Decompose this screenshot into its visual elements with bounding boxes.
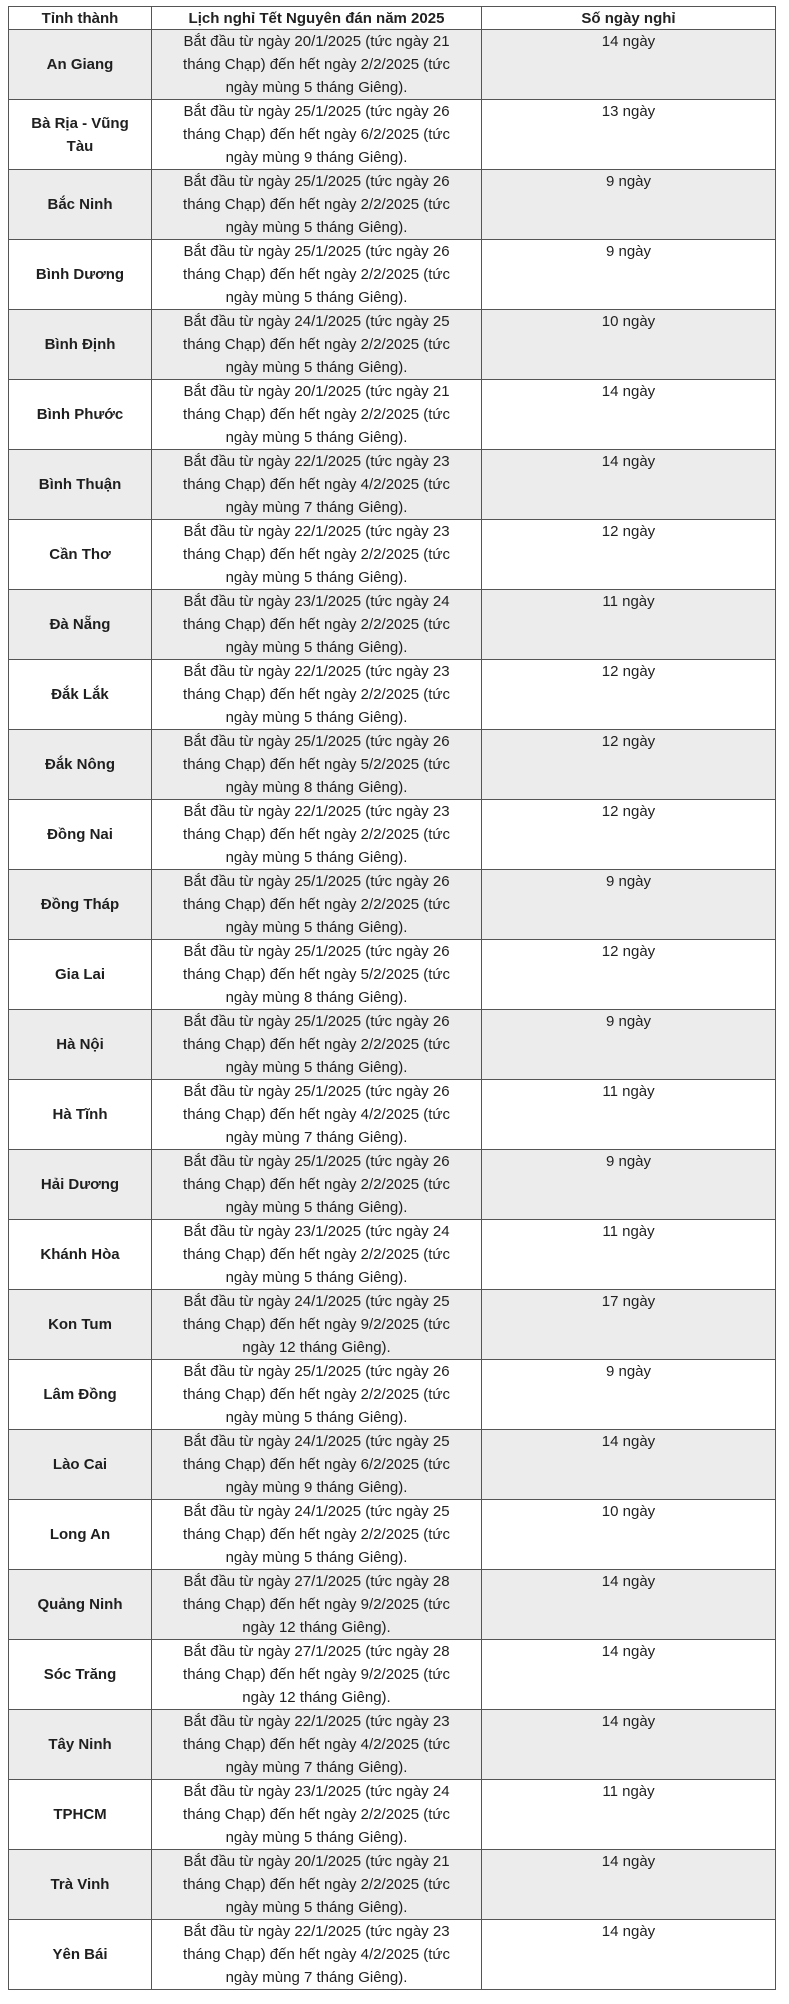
days-cell: 14 ngày xyxy=(482,1850,776,1920)
days-cell: 11 ngày xyxy=(482,1780,776,1850)
province-cell: An Giang xyxy=(9,30,152,100)
table-row xyxy=(9,1570,776,1640)
schedule-cell: Bắt đầu từ ngày 20/1/2025 (tức ngày 21 tháng Chạp) đến hết ngày 2/2/2025 (tức ngày mùng 5 tháng Giêng). xyxy=(152,1850,482,1920)
schedule-cell: Bắt đầu từ ngày 25/1/2025 (tức ngày 26 tháng Chạp) đến hết ngày 5/2/2025 (tức ngày mùng 8 tháng Giêng). xyxy=(152,730,482,800)
schedule-cell: Bắt đầu từ ngày 22/1/2025 (tức ngày 23 tháng Chạp) đến hết ngày 4/2/2025 (tức ngày mùng 7 tháng Giêng). xyxy=(152,1920,482,1990)
province-cell: Quảng Ninh xyxy=(9,1570,152,1640)
schedule-cell: Bắt đầu từ ngày 25/1/2025 (tức ngày 26 tháng Chạp) đến hết ngày 2/2/2025 (tức ngày mùng 5 tháng Giêng). xyxy=(152,240,482,310)
table-row xyxy=(9,1780,776,1850)
province-cell: TPHCM xyxy=(9,1780,152,1850)
province-cell: Hà Tĩnh xyxy=(9,1080,152,1150)
days-cell: 10 ngày xyxy=(482,310,776,380)
days-cell: 14 ngày xyxy=(482,30,776,100)
days-cell: 13 ngày xyxy=(482,100,776,170)
days-cell: 9 ngày xyxy=(482,1010,776,1080)
table-row xyxy=(9,100,776,170)
schedule-cell: Bắt đầu từ ngày 25/1/2025 (tức ngày 26 tháng Chạp) đến hết ngày 2/2/2025 (tức ngày mùng 5 tháng Giêng). xyxy=(152,870,482,940)
table-row xyxy=(9,1920,776,1990)
province-cell: Cần Thơ xyxy=(9,520,152,590)
table-row xyxy=(9,730,776,800)
province-cell: Đắk Lắk xyxy=(9,660,152,730)
table-body xyxy=(9,30,776,1990)
table-row xyxy=(9,1010,776,1080)
schedule-cell: Bắt đầu từ ngày 25/1/2025 (tức ngày 26 tháng Chạp) đến hết ngày 2/2/2025 (tức ngày mùng 5 tháng Giêng). xyxy=(152,1150,482,1220)
days-cell: 12 ngày xyxy=(482,800,776,870)
days-cell: 14 ngày xyxy=(482,1640,776,1710)
table-row xyxy=(9,940,776,1010)
table-row xyxy=(9,800,776,870)
table-row xyxy=(9,870,776,940)
table-row xyxy=(9,1220,776,1290)
table-row xyxy=(9,240,776,310)
province-cell: Bà Rịa - Vũng Tàu xyxy=(9,100,152,170)
schedule-cell: Bắt đầu từ ngày 22/1/2025 (tức ngày 23 tháng Chạp) đến hết ngày 2/2/2025 (tức ngày mùng 5 tháng Giêng). xyxy=(152,520,482,590)
table-row xyxy=(9,1640,776,1710)
header-province: Tỉnh thành xyxy=(9,7,152,30)
days-cell: 9 ngày xyxy=(482,240,776,310)
province-cell: Yên Bái xyxy=(9,1920,152,1990)
table-row xyxy=(9,380,776,450)
table-row xyxy=(9,590,776,660)
schedule-cell: Bắt đầu từ ngày 20/1/2025 (tức ngày 21 tháng Chạp) đến hết ngày 2/2/2025 (tức ngày mùng 5 tháng Giêng). xyxy=(152,30,482,100)
schedule-cell: Bắt đầu từ ngày 23/1/2025 (tức ngày 24 tháng Chạp) đến hết ngày 2/2/2025 (tức ngày mùng 5 tháng Giêng). xyxy=(152,590,482,660)
province-cell: Bắc Ninh xyxy=(9,170,152,240)
province-cell: Bình Dương xyxy=(9,240,152,310)
table-row xyxy=(9,1080,776,1150)
province-cell: Đắk Nông xyxy=(9,730,152,800)
schedule-cell: Bắt đầu từ ngày 20/1/2025 (tức ngày 21 tháng Chạp) đến hết ngày 2/2/2025 (tức ngày mùng 5 tháng Giêng). xyxy=(152,380,482,450)
table-row xyxy=(9,30,776,100)
schedule-cell: Bắt đầu từ ngày 25/1/2025 (tức ngày 26 tháng Chạp) đến hết ngày 2/2/2025 (tức ngày mùng 5 tháng Giêng). xyxy=(152,1360,482,1430)
schedule-cell: Bắt đầu từ ngày 25/1/2025 (tức ngày 26 tháng Chạp) đến hết ngày 6/2/2025 (tức ngày mùng 9 tháng Giêng). xyxy=(152,100,482,170)
province-cell: Sóc Trăng xyxy=(9,1640,152,1710)
days-cell: 12 ngày xyxy=(482,940,776,1010)
days-cell: 9 ngày xyxy=(482,1360,776,1430)
schedule-cell: Bắt đầu từ ngày 27/1/2025 (tức ngày 28 tháng Chạp) đến hết ngày 9/2/2025 (tức ngày 12 tháng Giêng). xyxy=(152,1570,482,1640)
days-cell: 14 ngày xyxy=(482,1920,776,1990)
days-cell: 10 ngày xyxy=(482,1500,776,1570)
province-cell: Khánh Hòa xyxy=(9,1220,152,1290)
table-row xyxy=(9,310,776,380)
province-cell: Lào Cai xyxy=(9,1430,152,1500)
days-cell: 9 ngày xyxy=(482,870,776,940)
table-row xyxy=(9,1710,776,1780)
province-cell: Long An xyxy=(9,1500,152,1570)
schedule-cell: Bắt đầu từ ngày 23/1/2025 (tức ngày 24 tháng Chạp) đến hết ngày 2/2/2025 (tức ngày mùng 5 tháng Giêng). xyxy=(152,1780,482,1850)
table-row xyxy=(9,1290,776,1360)
table-row xyxy=(9,520,776,590)
province-cell: Tây Ninh xyxy=(9,1710,152,1780)
schedule-cell: Bắt đầu từ ngày 22/1/2025 (tức ngày 23 tháng Chạp) đến hết ngày 2/2/2025 (tức ngày mùng 5 tháng Giêng). xyxy=(152,660,482,730)
days-cell: 14 ngày xyxy=(482,1430,776,1500)
table-row xyxy=(9,1500,776,1570)
schedule-cell: Bắt đầu từ ngày 24/1/2025 (tức ngày 25 tháng Chạp) đến hết ngày 6/2/2025 (tức ngày mùng 9 tháng Giêng). xyxy=(152,1430,482,1500)
days-cell: 14 ngày xyxy=(482,1710,776,1780)
header-row xyxy=(9,7,776,30)
days-cell: 12 ngày xyxy=(482,730,776,800)
province-cell: Hà Nội xyxy=(9,1010,152,1080)
tet-holiday-table xyxy=(8,6,776,1990)
schedule-cell: Bắt đầu từ ngày 25/1/2025 (tức ngày 26 tháng Chạp) đến hết ngày 4/2/2025 (tức ngày mùng 7 tháng Giêng). xyxy=(152,1080,482,1150)
days-cell: 11 ngày xyxy=(482,590,776,660)
days-cell: 14 ngày xyxy=(482,1570,776,1640)
schedule-cell: Bắt đầu từ ngày 22/1/2025 (tức ngày 23 tháng Chạp) đến hết ngày 4/2/2025 (tức ngày mùng 7 tháng Giêng). xyxy=(152,1710,482,1780)
schedule-cell: Bắt đầu từ ngày 24/1/2025 (tức ngày 25 tháng Chạp) đến hết ngày 2/2/2025 (tức ngày mùng 5 tháng Giêng). xyxy=(152,310,482,380)
province-cell: Bình Định xyxy=(9,310,152,380)
schedule-cell: Bắt đầu từ ngày 24/1/2025 (tức ngày 25 tháng Chạp) đến hết ngày 2/2/2025 (tức ngày mùng 5 tháng Giêng). xyxy=(152,1500,482,1570)
schedule-cell: Bắt đầu từ ngày 22/1/2025 (tức ngày 23 tháng Chạp) đến hết ngày 2/2/2025 (tức ngày mùng 5 tháng Giêng). xyxy=(152,800,482,870)
table-row xyxy=(9,1430,776,1500)
table-row xyxy=(9,1360,776,1430)
table-row xyxy=(9,1850,776,1920)
province-cell: Gia Lai xyxy=(9,940,152,1010)
days-cell: 12 ngày xyxy=(482,520,776,590)
days-cell: 9 ngày xyxy=(482,170,776,240)
days-cell: 14 ngày xyxy=(482,450,776,520)
header-schedule: Lịch nghỉ Tết Nguyên đán năm 2025 xyxy=(152,7,482,30)
province-cell: Trà Vinh xyxy=(9,1850,152,1920)
province-cell: Đà Nẵng xyxy=(9,590,152,660)
days-cell: 12 ngày xyxy=(482,660,776,730)
schedule-cell: Bắt đầu từ ngày 24/1/2025 (tức ngày 25 tháng Chạp) đến hết ngày 9/2/2025 (tức ngày 12 tháng Giêng). xyxy=(152,1290,482,1360)
table-row xyxy=(9,450,776,520)
province-cell: Đồng Nai xyxy=(9,800,152,870)
schedule-cell: Bắt đầu từ ngày 25/1/2025 (tức ngày 26 tháng Chạp) đến hết ngày 5/2/2025 (tức ngày mùng 8 tháng Giêng). xyxy=(152,940,482,1010)
header-days: Số ngày nghỉ xyxy=(482,7,776,30)
province-cell: Kon Tum xyxy=(9,1290,152,1360)
schedule-cell: Bắt đầu từ ngày 25/1/2025 (tức ngày 26 tháng Chạp) đến hết ngày 2/2/2025 (tức ngày mùng 5 tháng Giêng). xyxy=(152,1010,482,1080)
province-cell: Hải Dương xyxy=(9,1150,152,1220)
province-cell: Đồng Tháp xyxy=(9,870,152,940)
schedule-cell: Bắt đầu từ ngày 25/1/2025 (tức ngày 26 tháng Chạp) đến hết ngày 2/2/2025 (tức ngày mùng 5 tháng Giêng). xyxy=(152,170,482,240)
table-header xyxy=(9,7,776,30)
province-cell: Lâm Đồng xyxy=(9,1360,152,1430)
province-cell: Bình Thuận xyxy=(9,450,152,520)
days-cell: 17 ngày xyxy=(482,1290,776,1360)
table-row xyxy=(9,1150,776,1220)
schedule-cell: Bắt đầu từ ngày 22/1/2025 (tức ngày 23 tháng Chạp) đến hết ngày 4/2/2025 (tức ngày mùng 7 tháng Giêng). xyxy=(152,450,482,520)
schedule-cell: Bắt đầu từ ngày 23/1/2025 (tức ngày 24 tháng Chạp) đến hết ngày 2/2/2025 (tức ngày mùng 5 tháng Giêng). xyxy=(152,1220,482,1290)
table-row xyxy=(9,170,776,240)
province-cell: Bình Phước xyxy=(9,380,152,450)
days-cell: 14 ngày xyxy=(482,380,776,450)
days-cell: 11 ngày xyxy=(482,1080,776,1150)
days-cell: 11 ngày xyxy=(482,1220,776,1290)
table-row xyxy=(9,660,776,730)
schedule-cell: Bắt đầu từ ngày 27/1/2025 (tức ngày 28 tháng Chạp) đến hết ngày 9/2/2025 (tức ngày 12 tháng Giêng). xyxy=(152,1640,482,1710)
days-cell: 9 ngày xyxy=(482,1150,776,1220)
